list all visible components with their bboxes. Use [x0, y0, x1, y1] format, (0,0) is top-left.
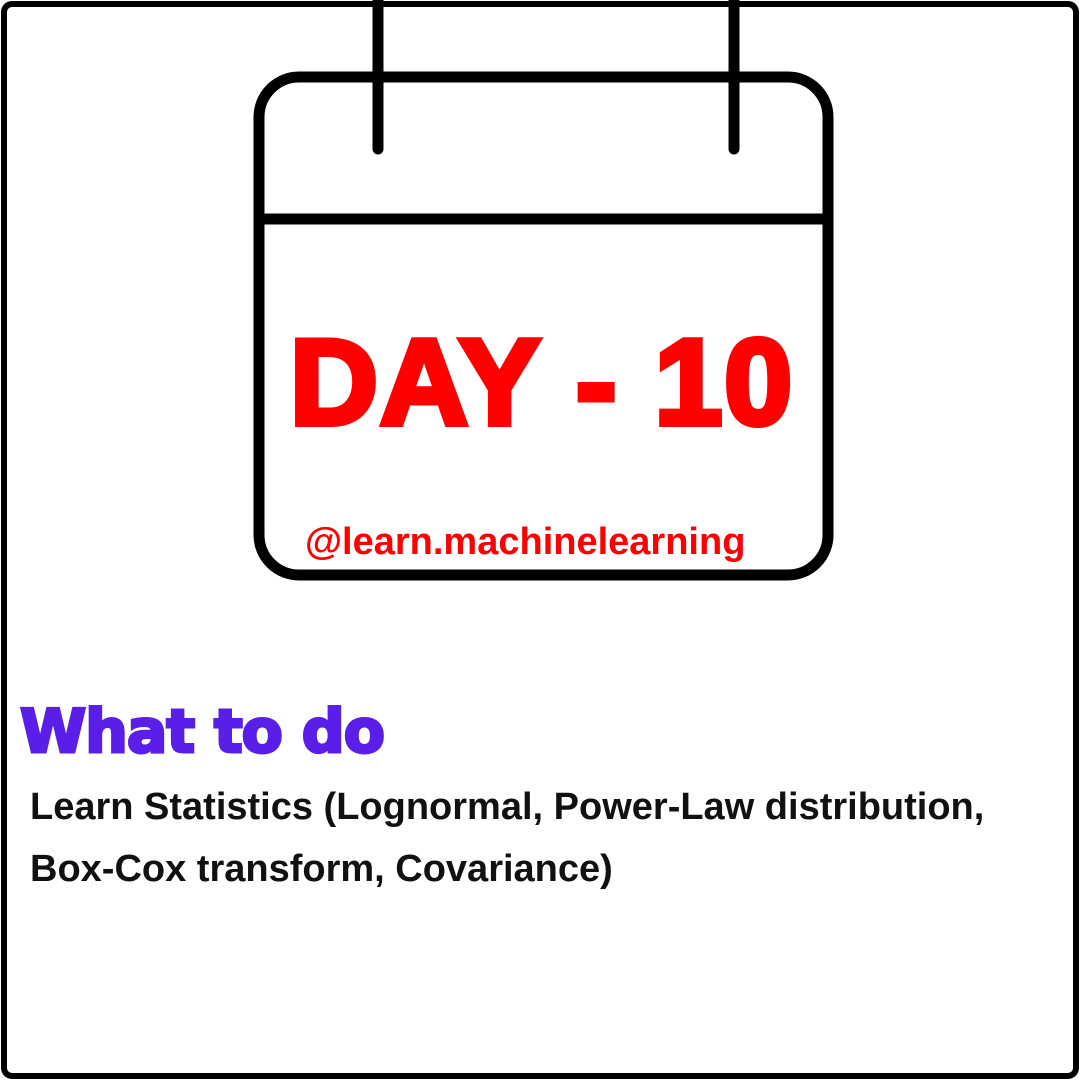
day-label: DAY - 10	[289, 314, 795, 450]
social-handle: @learn.machinelearning	[305, 521, 746, 563]
section-title: What to do	[20, 697, 384, 767]
section-body: Learn Statistics (Lognormal, Power-Law distribution, Box-Cox transform, Covariance)	[30, 786, 985, 890]
